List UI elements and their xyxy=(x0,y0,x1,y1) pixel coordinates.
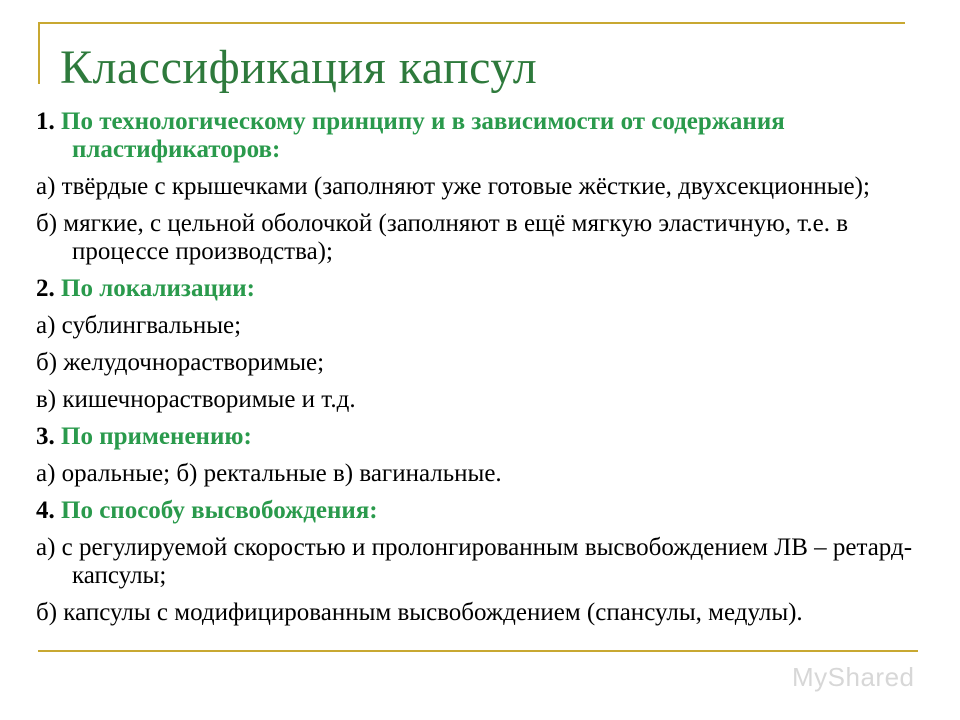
section-4-number: 4. xyxy=(36,497,55,524)
list-item: б) мягкие, с цельной оболочкой (заполняют в ещё мягкую эластичную, т.е. в процессе производства); xyxy=(36,210,848,265)
slide-title: Классификация капсул xyxy=(60,41,538,94)
section-1-title: По технологическому принципу и в зависимости от содержания пластификаторов: xyxy=(61,108,785,163)
section-2-heading xyxy=(36,275,936,303)
list-item: б) капсулы с модифицированным высвобождением (спансулы, медулы). xyxy=(36,599,803,626)
section-3-title: По применению: xyxy=(61,423,252,450)
section-1-heading xyxy=(36,108,936,164)
watermark: MyShared xyxy=(792,662,915,692)
list-item: а) твёрдые с крышечками (заполняют уже готовые жёсткие, двухсекционные); xyxy=(36,173,870,200)
list-item: а) с регулируемой скоростью и пролонгированным высвобождением ЛВ – ретард-капсулы; xyxy=(36,534,913,589)
section-3-number: 3. xyxy=(36,423,55,450)
slide-content xyxy=(36,108,936,636)
list-item: б) желудочнорастворимые; xyxy=(36,349,325,376)
list-item: а) оральные; б) ректальные в) вагинальные. xyxy=(36,460,502,487)
section-3-heading xyxy=(36,423,936,451)
section-1-number: 1. xyxy=(36,108,55,135)
list-item: а) сублингвальные; xyxy=(36,312,242,339)
section-4-heading xyxy=(36,497,936,525)
section-4-title: По способу высвобождения: xyxy=(61,497,378,524)
section-2-number: 2. xyxy=(36,275,55,302)
bottom-rule xyxy=(38,650,918,652)
section-2-title: По локализации: xyxy=(61,275,255,302)
left-rule xyxy=(38,22,40,84)
list-item: в) кишечнорастворимые и т.д. xyxy=(36,386,356,413)
top-rule xyxy=(38,22,905,24)
